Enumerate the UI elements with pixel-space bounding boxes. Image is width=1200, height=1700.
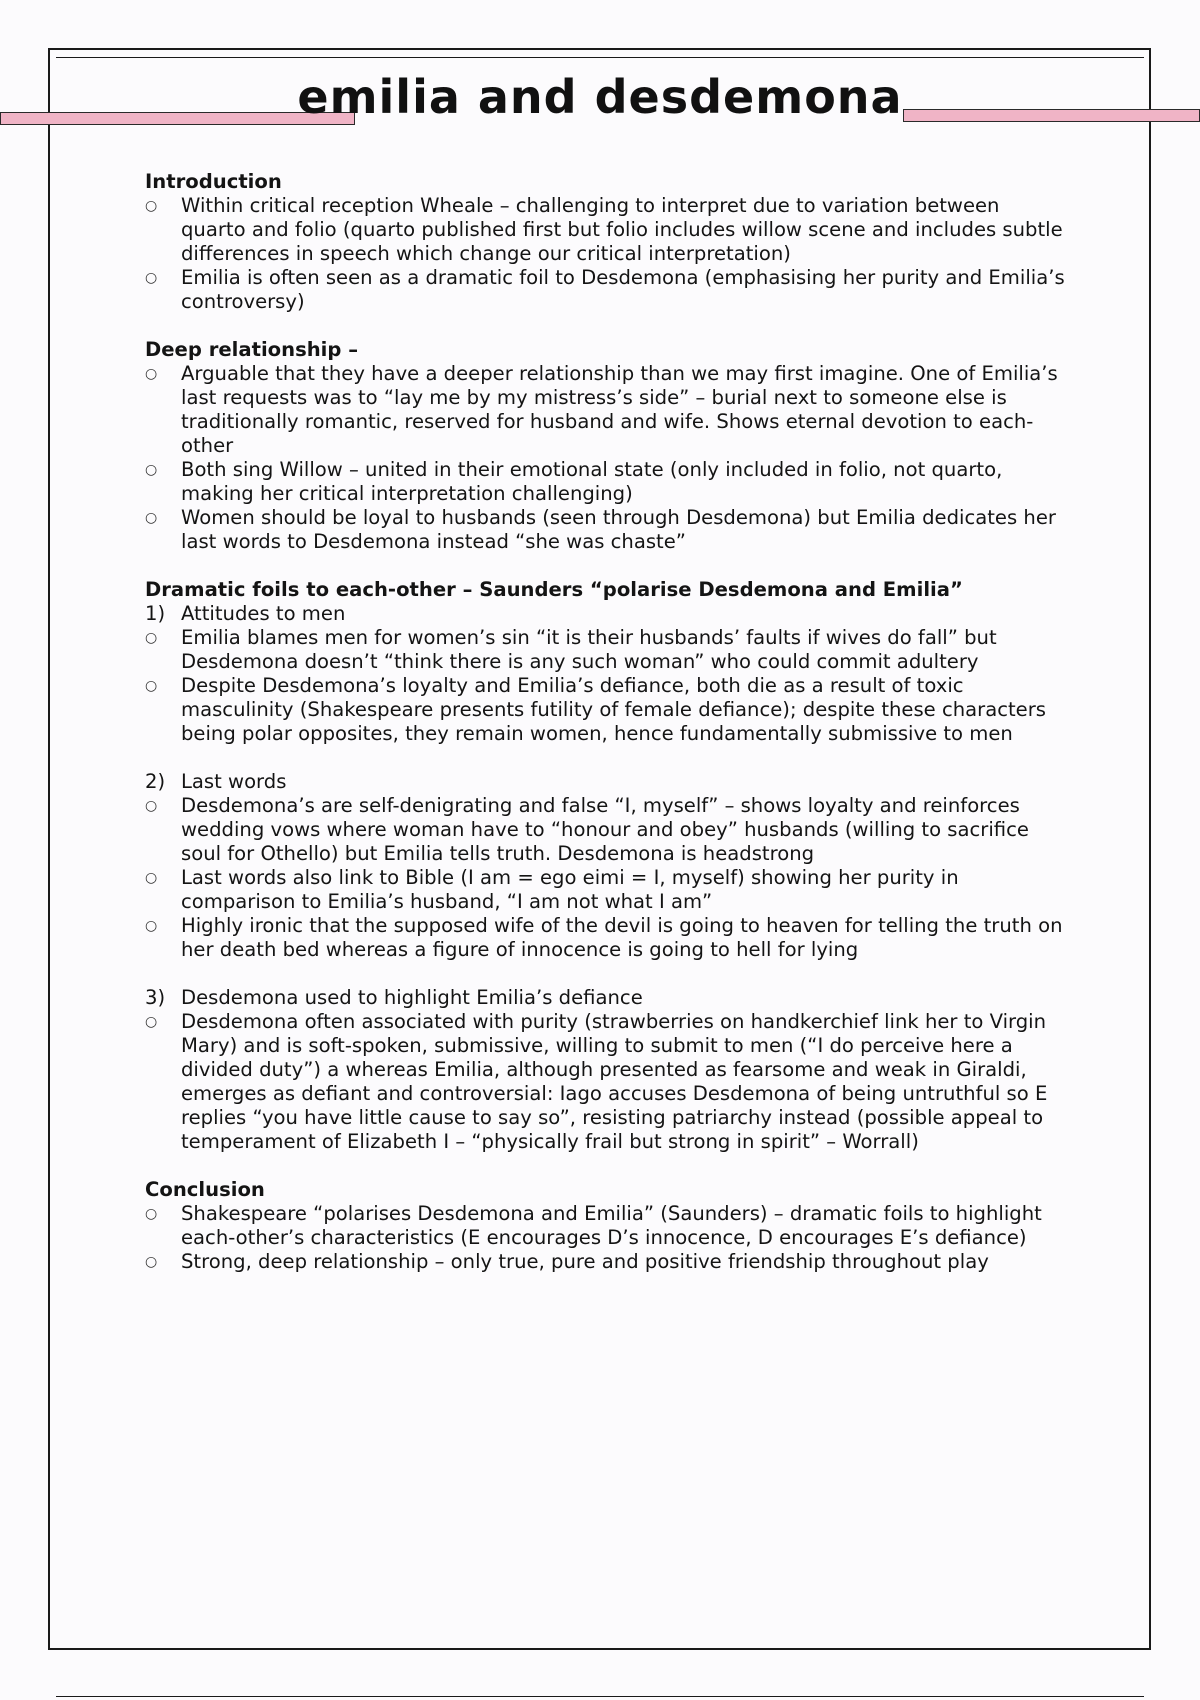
bullet-icon: ○ [145, 510, 158, 526]
document-body [145, 170, 1065, 1298]
bullet-text: Women should be loyal to husbands (seen through Desdemona) but Emilia dedicates her last words to Desdemona instead “she was chaste” [181, 506, 1056, 553]
numbered-point [145, 770, 1065, 794]
bullet-text: Desdemona’s are self-denigrating and false “I, myself” – shows loyalty and reinforces wedding vows where woman have to “honour and obey” husbands (willing to sacrifice soul for Othello) but Emilia tells truth. Desdemona is headstrong [181, 794, 1029, 865]
bullet-text: Emilia is often seen as a dramatic foil to Desdemona (emphasising her purity and Emilia’s controversy) [181, 266, 1065, 313]
bullet-text: Despite Desdemona’s loyalty and Emilia’s defiance, both die as a result of toxic masculinity (Shakespeare presents futility of female defiance); despite these characters being polar opposites, they remain women, hence fundamentally submissive to men [181, 674, 1047, 745]
spacer [145, 746, 1065, 770]
bullet-text: Last words also link to Bible (I am = ego eimi = I, myself) showing her purity in comparison to Emilia’s husband, “I am not what I am” [181, 866, 959, 913]
list-item [145, 194, 1065, 266]
bullet-icon: ○ [145, 918, 158, 934]
bullet-text: Emilia blames men for women’s sin “it is their husbands’ faults if wives do fall” but Desdemona doesn’t “think there is any such woman” who could commit adultery [181, 626, 997, 673]
section-deep-relationship [145, 338, 1065, 554]
section-introduction [145, 170, 1065, 314]
bullet-icon: ○ [145, 1206, 158, 1222]
bullet-icon: ○ [145, 798, 158, 814]
numbered-point [145, 986, 1065, 1010]
bullet-text: Highly ironic that the supposed wife of the devil is going to heaven for telling the truth on her death bed whereas a figure of innocence is going to hell for lying [181, 914, 1063, 961]
bullet-icon: ○ [145, 198, 158, 214]
bullet-icon: ○ [145, 630, 158, 646]
section-heading: Introduction [145, 170, 282, 193]
list-item [145, 266, 1065, 314]
bullet-icon: ○ [145, 870, 158, 886]
spacer [145, 962, 1065, 986]
point-label: Desdemona used to highlight Emilia’s defiance [181, 986, 643, 1009]
bullet-text: Within critical reception Wheale – challenging to interpret due to variation between quarto and folio (quarto published first but folio includes willow scene and includes subtle differences in speech which change our critical interpretation) [181, 194, 1063, 265]
list-item [145, 1010, 1065, 1154]
section-heading: Deep relationship – [145, 338, 359, 361]
bullet-icon: ○ [145, 678, 158, 694]
bullet-icon: ○ [145, 1014, 158, 1030]
point-number: 1) [145, 602, 166, 625]
bullet-text: Both sing Willow – united in their emotional state (only included in folio, not quarto, making her critical interpretation challenging) [181, 458, 1003, 505]
list-item [145, 1250, 1065, 1274]
list-item [145, 1202, 1065, 1250]
bullet-text: Arguable that they have a deeper relationship than we may first imagine. One of Emilia’s last requests was to “lay me by my mistress’s side” – burial next to someone else is traditionally romantic, reserved for husband and wife. Shows eternal devotion to each-other [181, 362, 1058, 457]
document-title: emilia and desdemona [297, 70, 903, 124]
numbered-point [145, 602, 1065, 626]
bullet-icon: ○ [145, 366, 158, 382]
list-item [145, 794, 1065, 866]
point-number: 3) [145, 986, 166, 1009]
list-item [145, 674, 1065, 746]
point-number: 2) [145, 770, 166, 793]
list-item [145, 506, 1065, 554]
bullet-icon: ○ [145, 1254, 158, 1270]
bottom-rule [56, 1696, 1144, 1697]
list-item [145, 866, 1065, 914]
bullet-text: Shakespeare “polarises Desdemona and Emilia” (Saunders) – dramatic foils to highlight each-other’s characteristics (E encourages D’s innocence, D encourages E’s defiance) [181, 1202, 1042, 1249]
bullet-icon: ○ [145, 462, 158, 478]
point-label: Last words [181, 770, 287, 793]
section-dramatic-foils [145, 578, 1065, 1154]
bullet-text: Desdemona often associated with purity (strawberries on handkerchief link her to Virgin Mary) and is soft-spoken, submissive, willing to submit to men (“I do perceive here a divided duty”) a whereas Emilia, although presented as fearsome and weak in Giraldi, emerges as defiant and controversial: Iago accuses Desdemona of being untruthful so E replies “you have little cause to say so”, resisting patriarchy instead (possible appeal to temperament of Elizabeth I – “physically frail but strong in spirit” – Worrall) [181, 1010, 1048, 1153]
bullet-text: Strong, deep relationship – only true, pure and positive friendship throughout play [181, 1250, 989, 1273]
bullet-icon: ○ [145, 270, 158, 286]
list-item [145, 362, 1065, 458]
point-label: Attitudes to men [181, 602, 346, 625]
section-conclusion [145, 1178, 1065, 1274]
list-item [145, 458, 1065, 506]
top-rule [56, 57, 1144, 58]
section-heading: Dramatic foils to each-other – Saunders “polarise Desdemona and Emilia” [145, 578, 963, 601]
list-item [145, 626, 1065, 674]
section-heading: Conclusion [145, 1178, 265, 1201]
list-item [145, 914, 1065, 962]
